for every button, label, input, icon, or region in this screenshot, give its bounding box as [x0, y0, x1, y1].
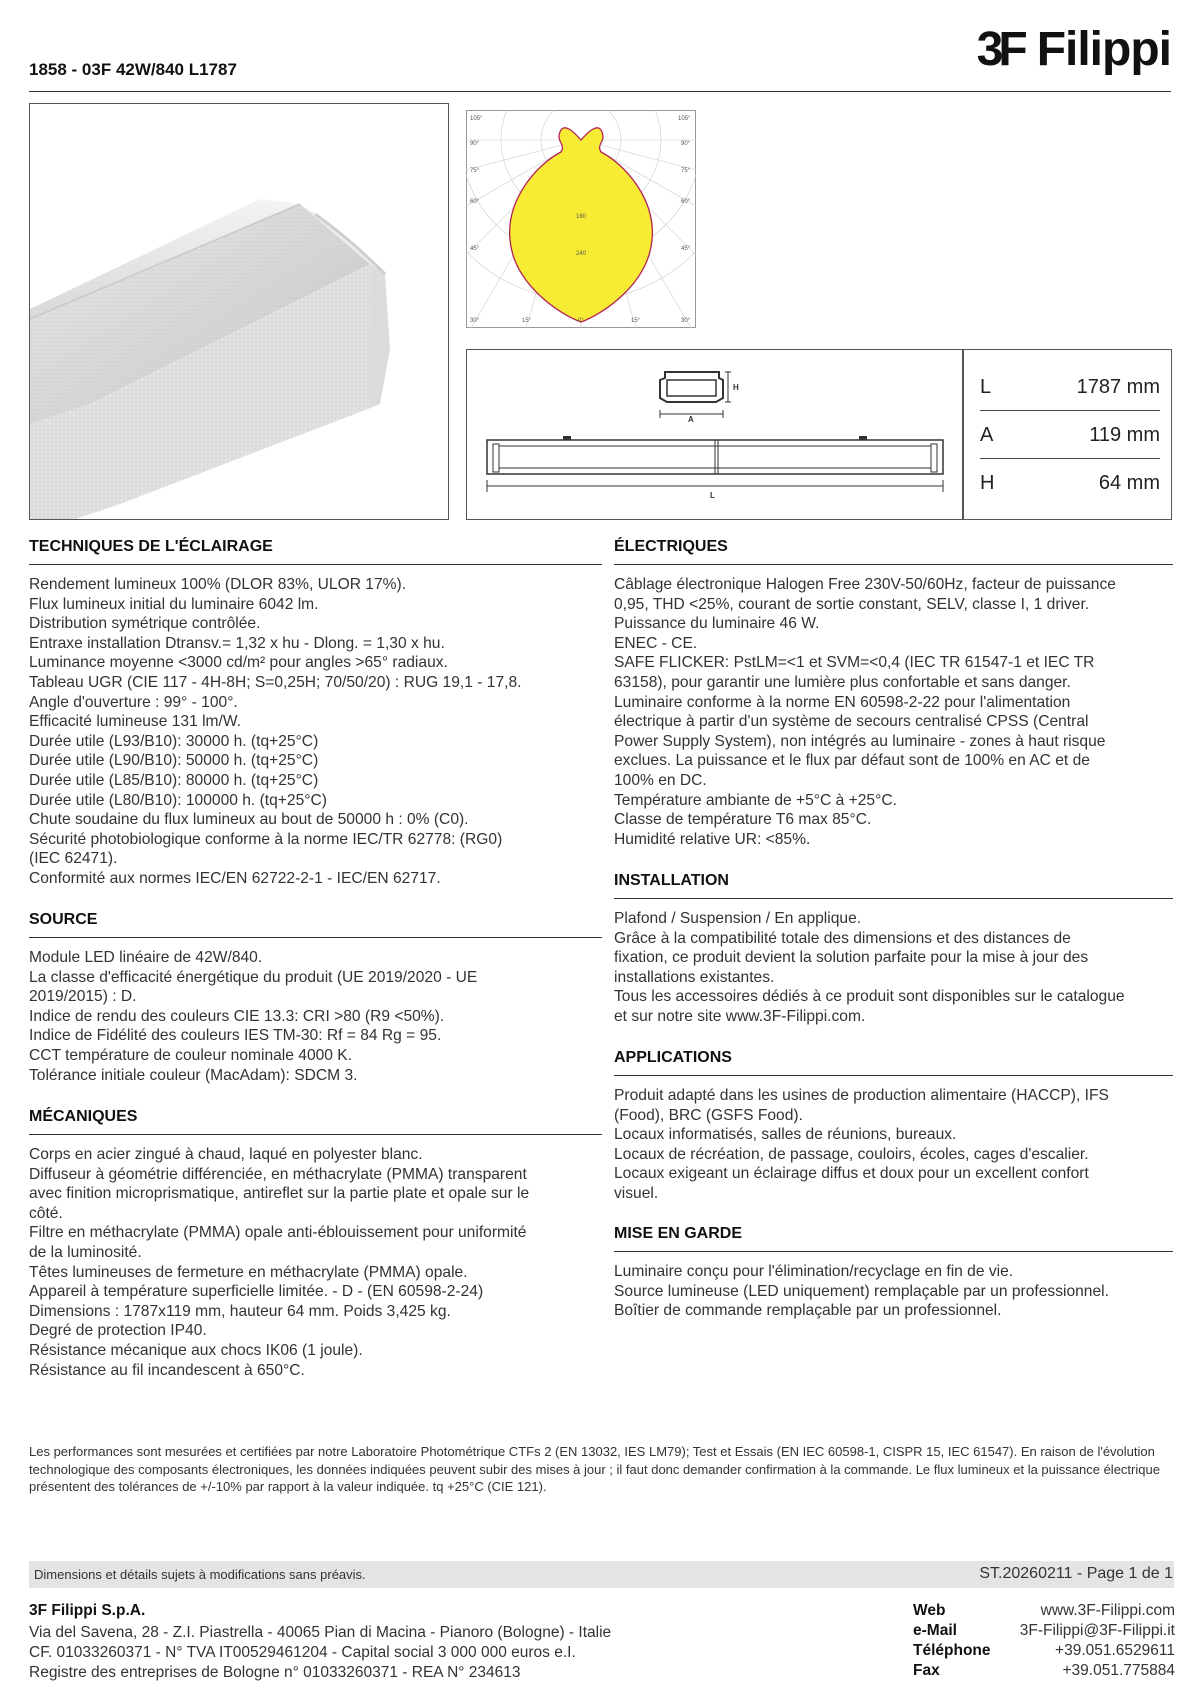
- address-line: CF. 01033260371 - N° TVA IT00529461204 - Capital social 3 000 000 euros e.I.: [29, 1644, 576, 1661]
- polar-bottom-1: 15°: [522, 318, 532, 324]
- dim-row-width: [980, 424, 1160, 447]
- logo-text: Filippi: [1036, 23, 1171, 76]
- section-divider: [614, 1251, 1173, 1252]
- section-body-installation: Plafond / Suspension / En applique. Grâce à la compatibilité totale des dimensions et des distances de fixation, ce produit devient la solution parfaite pour la mise à jour des installations existantes. Tous les accessoires dédiés à ce produit sont disponibles sur le catalogue et sur notre site www.3F-Filippi.com.: [614, 910, 1125, 1025]
- dim-l-label: L: [710, 491, 715, 500]
- section-title-techniques: TECHNIQUES DE L'ÉCLAIRAGE: [29, 538, 273, 555]
- contact-email-link[interactable]: 3F-Filippi@3F-Filippi.it: [1019, 1622, 1175, 1639]
- dim-h-label: H: [733, 383, 739, 392]
- polar-diagram: [466, 110, 696, 328]
- contact-phone: +39.051.6529611: [1055, 1642, 1175, 1659]
- section-divider: [29, 564, 602, 565]
- section-divider: [614, 1075, 1173, 1076]
- product-code: 1858 - 03F 42W/840 L1787: [29, 60, 237, 79]
- section-title-mise-en-garde: MISE EN GARDE: [614, 1225, 743, 1242]
- contact-label-web: Web: [913, 1602, 946, 1619]
- dim-value: 64 mm: [1098, 472, 1160, 494]
- polar-bottom-0: 30°: [470, 318, 480, 324]
- section-title-applications: APPLICATIONS: [614, 1049, 732, 1066]
- logo-mark: 3F: [976, 23, 1023, 76]
- polar-label-r0: 105°: [678, 116, 691, 122]
- polar-label-l0: 105°: [470, 116, 483, 122]
- polar-diagram-svg: [466, 110, 696, 328]
- dim-row-divider: [980, 458, 1160, 459]
- contact-label-email: e-Mail: [913, 1622, 957, 1639]
- section-body-mise-en-garde: Luminaire conçu pour l'élimination/recyclage en fin de vie. Source lumineuse (LED uniquement) remplaçable par un professionnel. Boîtier de commande remplaçable par un professionnel.: [614, 1263, 1109, 1320]
- brand-logo: [977, 22, 1171, 77]
- dimensions-separator: [962, 349, 964, 520]
- product-photo: [29, 103, 449, 520]
- contact-web-link[interactable]: www.3F-Filippi.com: [1040, 1602, 1175, 1619]
- polar-label-r1: 90°: [681, 141, 691, 147]
- section-divider: [614, 564, 1173, 565]
- section-title-mecaniques: MÉCANIQUES: [29, 1108, 138, 1125]
- polar-label-r4: 45°: [681, 246, 691, 252]
- contact-label-fax: Fax: [913, 1662, 940, 1679]
- section-body-source: Module LED linéaire de 42W/840. La classe d'efficacité énergétique du produit (UE 2019/2020 - UE 2019/2015) : D. Indice de rendu des couleurs CIE 13.3: CRI >80 (R9 <50%). Indice de Fidélité des couleurs IES TM-30: Rf = 84 Rg = 95. CCT température de couleur nominale 4000 K. Tolérance initiale couleur (MacAdam): SDCM 3.: [29, 949, 478, 1084]
- polar-label-l4: 45°: [470, 246, 480, 252]
- polar-label-r3: 60°: [681, 199, 691, 205]
- header-divider: [29, 91, 1171, 92]
- section-body-mecaniques: Corps en acier zingué à chaud, laqué en polyester blanc. Diffuseur à géométrie différenciée, en méthacrylate (PMMA) transparent avec finition microprismatique, antireflet sur la partie plate et opale sur le côté. Filtre en méthacrylate (PMMA) opale anti-éblouissement pour uniformité de la luminosité. Têtes lumineuses de fermeture en méthacrylate (PMMA) opale. Appareil à température superficielle limitée. - D - (EN 60598-2-24) Dimensions : 1787x119 mm, hauteur 64 mm. Poids 3,425 kg. Degré de protection IP40. Résistance mécanique aux chocs IK06 (1 joule). Résistance au fil incandescent à 650°C.: [29, 1146, 530, 1379]
- section-divider: [29, 937, 602, 938]
- dim-a-label: A: [688, 415, 694, 424]
- dimension-drawing: [467, 350, 963, 518]
- dim-key: A: [980, 424, 994, 446]
- page-reference: ST.20260211 - Page 1 de 1: [979, 1565, 1173, 1582]
- section-title-electriques: ÉLECTRIQUES: [614, 538, 728, 555]
- polar-label-l3: 60°: [470, 199, 480, 205]
- dim-key: H: [980, 472, 995, 494]
- section-title-source: SOURCE: [29, 911, 98, 928]
- address-line: Via del Savena, 28 - Z.I. Piastrella - 40065 Pian di Macina - Pianoro (Bologne) - Italie: [29, 1624, 612, 1641]
- company-name: 3F Filippi S.p.A.: [29, 1602, 146, 1619]
- section-body-techniques: Rendement lumineux 100% (DLOR 83%, ULOR 17%). Flux lumineux initial du luminaire 6042 lm. Distribution symétrique contrôlée. Entraxe installation Dtransv.= 1,32 x hu - Dlong. = 1,30 x hu. Luminance moyenne <3000 cd/m² pour angles >65° radiaux. Tableau UGR (CIE 117 - 4H-8H; S=0,25H; 70/50/20) : RUG 19,1 - 17,8. Angle d'ouverture : 99° - 100°. Efficacité lumineuse 131 lm/W. Durée utile (L93/B10): 30000 h. (tq+25°C) Durée utile (L90/B10): 50000 h. (tq+25°C) Durée utile (L85/B10): 80000 h. (tq+25°C) Durée utile (L80/B10): 100000 h. (tq+25°C) Chute soudaine du flux lumineux au bout de 50000 h : 0% (C0). Sécurité photobiologique conforme à la norme IEC/TR 62778: (RG0) (IEC 62471). Conformité aux normes IEC/EN 62722-2-1 - IEC/EN 62717.: [29, 576, 522, 887]
- dim-row-divider: [980, 410, 1160, 411]
- polar-bottom-3: 15°: [631, 318, 641, 324]
- section-body-electriques: Câblage électronique Halogen Free 230V-50/60Hz, facteur de puissance 0,95, THD <25%, courant de sortie constant, SELV, classe I, 1 driver. Puissance du luminaire 46 W. ENEC - CE. SAFE FLICKER: PstLM=<1 et SVM=<0,4 (IEC TR 61547-1 et IEC TR 63158), pour garantir une lumière plus confortable et sans danger. Luminaire conforme à la norme EN 60598-2-22 pour l'alimentation électrique à partir d'un système de secours centralisé CPSS (Central Power Supply System), non intégrés au luminaire - zones à haut risque exclues. La puissance et le flux par défaut sont de 100% en AC et de 100% en DC. Température ambiante de +5°C à +25°C. Classe de température T6 max 85°C. Humidité relative UR: <85%.: [614, 576, 1116, 848]
- dim-value: 1787 mm: [1076, 376, 1160, 398]
- polar-bottom-4: 30°: [681, 318, 691, 324]
- polar-label-l1: 90°: [470, 141, 480, 147]
- section-divider: [29, 1134, 602, 1135]
- section-title-installation: INSTALLATION: [614, 872, 729, 889]
- contact-fax: +39.051.775884: [1062, 1662, 1175, 1679]
- polar-label-r2: 75°: [681, 168, 691, 174]
- polar-label-l2: 75°: [470, 168, 480, 174]
- footer-bar-note: Dimensions et détails sujets à modifications sans préavis.: [34, 1567, 366, 1582]
- dim-row-length: [980, 376, 1160, 399]
- polar-bottom-2: 0°: [578, 318, 584, 324]
- contact-label-phone: Téléphone: [913, 1642, 991, 1659]
- section-body-applications: Produit adapté dans les usines de production alimentaire (HACCP), IFS (Food), BRC (GSFS Food). Locaux informatisés, salles de réunions, bureaux. Locaux de récréation, de passage, couloirs, écoles, cages d'escalier. Locaux exigeant un éclairage diffus et doux pour un excellent confort visuel.: [614, 1087, 1109, 1202]
- polar-value-0: 160: [576, 214, 587, 220]
- section-divider: [614, 898, 1173, 899]
- address-line: Registre des entreprises de Bologne n° 01033260371 - REA N° 234613: [29, 1664, 521, 1681]
- dim-row-height: [980, 472, 1160, 495]
- dim-value: 119 mm: [1089, 424, 1160, 446]
- polar-value-1: 240: [576, 251, 587, 257]
- footer-disclaimer: Les performances sont mesurées et certifiées par notre Laboratoire Photométrique CTFs 2 (EN 13032, IES LM79); Test et Essais (EN IEC 60598-1, CISPR 15, IEC 61547). En raison de l'évolution technologique des composants électroniques, les données indiquées peuvent subir des mises à jour ; il faut donc demander confirmation à la commande. Le flux lumineux et la puissance électrique présentent des tolérances de +/-10% par rapport à la valeur indiquée. tq +25°C (CIE 121).: [29, 1444, 1160, 1494]
- dim-key: L: [980, 376, 992, 398]
